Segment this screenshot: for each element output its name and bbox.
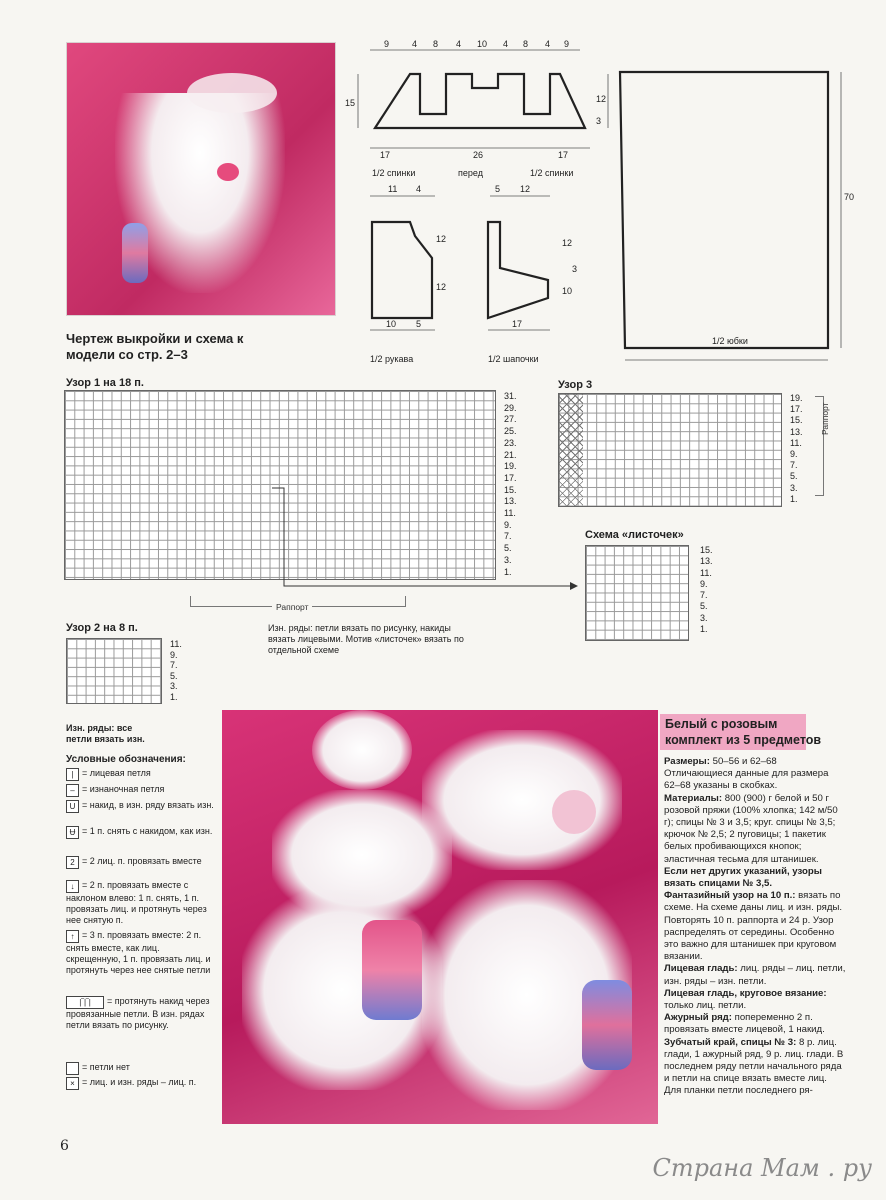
row-number: 9. [790,449,798,460]
label-half-skirt: 1/2 юбки [712,336,748,346]
page-number: 6 [60,1138,69,1154]
row-number: 3. [700,612,708,623]
row-number: 31. [504,391,517,401]
dim-sleeve-side-1: 12 [436,282,447,292]
legend-pull-over [66,996,216,1031]
legend-text: = 2 лиц. п. провязать вместе [82,856,202,866]
pull-yo-over-icon: |‾|‾| [66,996,104,1009]
decrease-left-icon: ↓ [66,880,79,893]
row-number: 1. [170,691,178,702]
sizes-note: Отличающиеся данные для размера 62–68 указаны в скобках. [664,768,829,792]
dim-bottom-0: 17 [380,150,391,160]
row-number: 23. [504,437,517,448]
row-number: 9. [504,519,512,530]
row-number: 11. [504,508,516,519]
uzor3-rapport-label: Раппорт [820,402,830,435]
row-number: 29. [504,402,517,413]
dim-cap-top-1: 12 [520,184,531,194]
leaf-pointer-arrow [270,486,580,598]
cap-outline [488,222,548,318]
label-half-back-right: 1/2 спинки [530,168,574,178]
row-number: 3. [170,681,178,691]
legend-text: = 3 п. провязать вместе: 2 п. снять вместе, как лиц. скрещенную, 1 п. провязать лиц. и протянуть через нее снятые петли [66,930,211,975]
k2tog-icon: 2 [66,856,79,869]
needles-note: Если нет других указаний, узоры вязать спицами № 3,5. [664,865,822,890]
label-half-back-left: 1/2 спинки [372,168,416,178]
edge-label: Зубчатый край, спицы № 3: [664,1036,797,1048]
legend-text: = 1 п. снять с накидом, как изн. [82,826,213,836]
uzor3-row-numbers [790,393,810,505]
legend-ssk [66,880,216,926]
row-number: 13. [700,556,713,567]
row-number: 3. [790,482,798,493]
dim-side-right-b: 3 [596,116,602,126]
uzor1-title: Узор 1 на 18 п. [66,377,144,389]
dim-sleeve-side-0: 12 [436,234,447,244]
dim-skirt-height: 70 [844,192,855,202]
dim-bottom-1: 26 [473,150,484,160]
materials-text: 800 (900) г белой и 50 г розовой пряжи (100% хлопка; 142 м/50 г); спицы № 3 и 3,5; круг. спицы № 3,5; крючок № 2,5; 2 пуговицы; 1 пакетик белых пробивающихся кнопок; эластичная тесьма для штанишек. [664,792,838,865]
dim-top-3: 4 [456,39,462,49]
slip-with-yo-icon: Ʉ [66,826,79,839]
knit-stitch-icon: | [66,768,79,781]
row-number: 7. [790,460,798,471]
row-number: 21. [504,449,517,460]
legend-text: = изнаночная петля [82,784,165,794]
rose-decoration [217,163,239,181]
row-number: 27. [504,414,517,425]
dim-cap-bottom: 17 [512,319,523,329]
row-number: 5. [700,601,708,612]
dim-sleeve-bottom-0: 10 [386,319,397,329]
row-number: 9. [700,578,708,589]
row-number: 5. [504,543,512,554]
dim-top-2: 8 [433,39,439,49]
sleeve-outline [372,222,432,318]
row-number: 15. [504,484,517,495]
legend-title: Условные обозначения: [66,754,186,765]
leaf-title: Схема «листочек» [585,529,684,541]
legend-knit [66,768,216,781]
no-stitch-icon [66,1062,79,1075]
row-number: 7. [504,531,512,542]
uzor3-title: Узор 3 [558,379,593,391]
lace-text: попеременно 2 п. провязать вместе лицевой, 1 накид. [664,1012,825,1036]
pattern-caption: Чертеж выкройки и схема к модели со стр. 2–3 [66,331,244,362]
row-number: 3. [504,554,512,565]
dim-top-7: 4 [545,39,551,49]
round-text: только лиц. петли. [664,1000,747,1012]
stockinette-label: Лицевая гладь: [664,963,738,975]
photo-baby-set [222,710,658,1124]
label-half-sleeve: 1/2 рукава [370,354,414,364]
bodice-outline [375,74,585,128]
uzor1-rapport-label: Раппорт [272,602,312,612]
yarn-over-icon: U [66,800,79,813]
uzor2-title: Узор 2 на 8 п. [66,622,138,634]
dim-top-6: 8 [523,39,529,49]
legend-yarn-over [66,800,216,813]
dim-sleeve-top-1: 4 [416,184,422,194]
round-label: Лицевая гладь, круговое вязание: [664,987,827,999]
row-number: 11. [170,639,182,649]
sizes-value: 50–56 и 62–68 [712,756,777,767]
leaf-row-numbers [700,545,720,635]
pattern-schematic [340,36,860,376]
toy-bunny [122,223,148,283]
dim-top-8: 9 [564,39,570,49]
row-number: 17. [504,472,517,483]
label-front: перед [458,168,483,178]
uzor1-note: Изн. ряды: петли вязать по рисунку, накиды вязать лицевыми. Мотив «листочек» вязать по отдельной схеме [268,623,464,655]
legend-text: = лицевая петля [82,768,151,778]
photo-christening-gown [66,42,336,316]
decrease-3-icon: ↑ [66,930,79,943]
toy-bear [552,790,596,834]
row-number: 13. [504,496,517,507]
dim-side-left: 15 [345,98,356,108]
article-title: Белый с розовым комплект из 5 предметов [665,717,822,747]
row-number: 17. [790,404,803,415]
cross-icon: × [66,1077,79,1090]
stockinette-text: лиц. ряды – лиц. петли, изн. ряды – изн. петли. [664,963,846,987]
fancy-text: вязать по схеме. На схеме даны лиц. и изн. ряды. Повторять 10 п. раппорта и 24 р. Узор распределять от середины. Особенно это важно для штанишек при круговом вязании. [664,890,842,963]
dim-top-1: 4 [412,39,418,49]
uzor3-chart [558,393,782,507]
legend-k2tog [66,856,216,869]
row-number: 5. [170,670,178,681]
legend-text: = петли нет [82,1062,130,1072]
purl-stitch-icon: – [66,784,79,797]
label-half-cap: 1/2 шапочки [488,354,539,364]
dim-cap-side-2: 10 [562,286,573,296]
bonnet-shape [187,73,277,113]
legend-purl [66,784,216,797]
uzor2-row-numbers [170,639,190,702]
row-number: 5. [790,471,798,482]
legend-garter [66,1077,216,1090]
bonnet-shape [312,710,412,790]
dim-cap-side-1: 3 [572,264,578,274]
row-number: 7. [170,660,178,670]
skirt-outline [620,72,828,348]
dim-cap-side-0: 12 [562,238,573,248]
row-number: 19. [790,393,803,403]
article-body [664,756,846,1098]
toy-kitten [362,920,422,1020]
legend-slip [66,826,216,839]
materials-label: Материалы: [664,792,723,804]
fancy-label: Фантазийный узор на 10 п.: [664,890,796,902]
row-number: 19. [504,461,517,472]
site-watermark: Страна Мам . ру [652,1154,872,1182]
uzor2-note: Изн. ряды: все петли вязать изн. [66,723,145,744]
dim-top-0: 9 [384,39,390,49]
uzor2-chart [66,638,162,704]
row-number: 15. [790,415,803,426]
edge-text: 8 р. лиц. глади, 1 ажурный ряд, 9 р. лиц. глади. В последнем ряду петли начального ряда и петли на спице вязать вместе лиц. Для планки петли последнего ря- [664,1036,844,1097]
row-number: 9. [170,649,178,660]
dim-cap-top-0: 5 [495,184,501,194]
dim-sleeve-top-0: 11 [388,184,398,194]
dim-bottom-2: 17 [558,150,569,160]
dim-sleeve-bottom-1: 5 [416,319,422,329]
uzor3-edge-column [559,394,583,506]
row-number: 11. [700,567,712,578]
row-number: 13. [790,426,803,437]
row-number: 11. [790,437,802,448]
row-number: 1. [790,493,798,504]
row-number: 25. [504,426,517,437]
dim-top-4: 10 [477,39,488,49]
legend-text: = 2 п. провязать вместе с наклоном влево: 1 п. снять, 1 п. провязать лиц. и протянуть через нее снятую п. [66,880,207,925]
dim-top-5: 4 [503,39,509,49]
legend-text: = лиц. и изн. ряды – лиц. п. [82,1077,197,1087]
legend-text: = протянуть накид через провязанные петли. В изн. рядах петли вязать по рисунку. [66,996,210,1030]
legend-no-stitch [66,1062,216,1075]
row-number: 1. [700,624,708,635]
lace-label: Ажурный ряд: [664,1012,732,1024]
row-number: 1. [504,566,512,577]
dim-side-right-a: 12 [596,94,607,104]
toy-bunny [582,980,632,1070]
sizes-label: Размеры: [664,756,710,767]
row-number: 7. [700,590,708,601]
legend-text: = накид, в изн. ряду вязать изн. [82,800,214,810]
legend-dec3 [66,930,216,976]
leaf-chart [585,545,689,641]
row-number: 15. [700,545,713,555]
